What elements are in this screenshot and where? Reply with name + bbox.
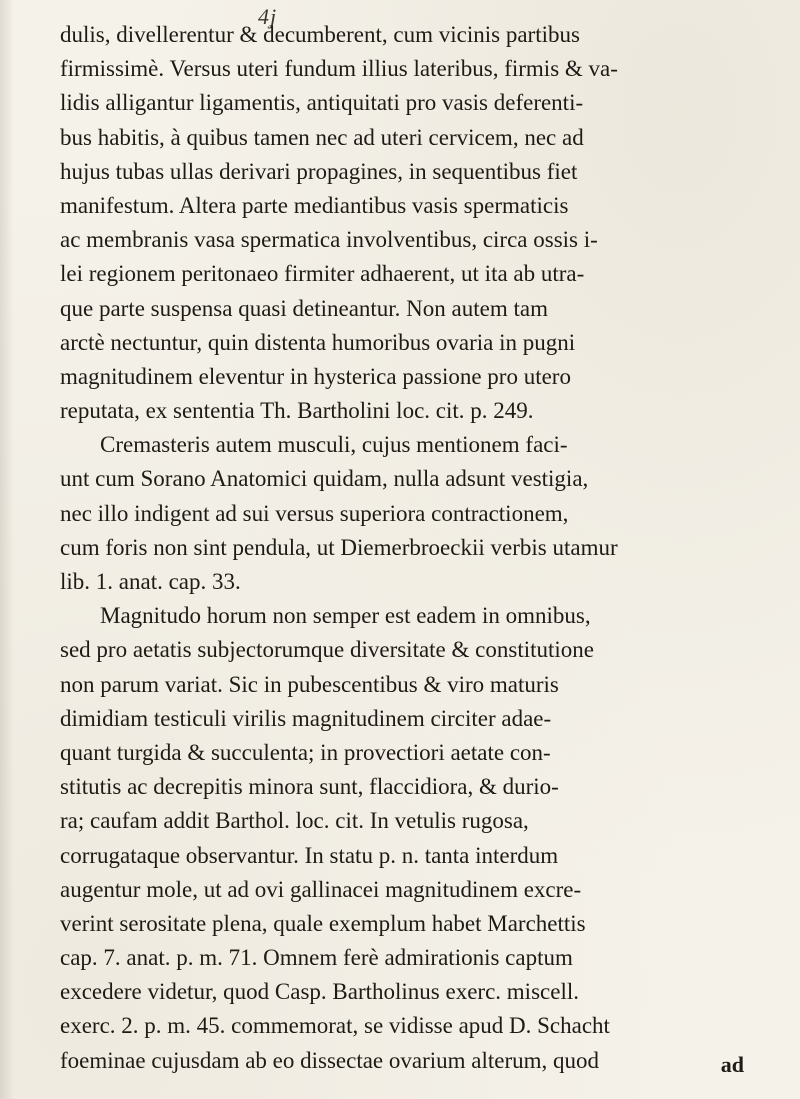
text-line: corrugataque observantur. In statu p. n. tanta interdum [60,842,559,868]
text-line: augentur mole, ut ad ovi gallinacei magnitudinem excre- [60,876,582,902]
text-line: sed pro aetatis subjectorumque diversitate & constitutione [60,637,594,663]
text-line: lidis alligantur ligamentis, antiquitati pro vasis deferenti- [60,90,584,116]
text-line: que parte suspensa quasi detineantur. Non autem tam [60,295,548,321]
text-line: ac membranis vasa spermatica involventibus, circa ossis i- [60,227,598,253]
text-line: exerc. 2. p. m. 45. commemorat, se vidisse apud D. Schacht [60,1013,610,1039]
text-line: cum foris non sint pendula, ut Diemerbroeckii verbis utamur [60,534,618,560]
text-line: dulis, divellerentur & decumberent, cum vicinis partibus [60,22,580,47]
text-line: unt cum Sorano Anatomici quidam, nulla adsunt vestigia, [60,466,589,492]
text-line: stitutis ac decrepitis minora sunt, flaccidiora, & durio- [60,774,559,800]
text-line: quant turgida & succulenta; in provectiori aetate con- [60,739,551,765]
body-text [60,18,772,1078]
page-header-mark: 4j [258,4,278,29]
text-line: Cremasteris autem musculi, cujus mentionem faci- [100,432,568,458]
catchword: ad [720,1052,744,1077]
text-line: dimidiam testiculi virilis magnitudinem circiter adae- [60,705,552,731]
text-line: reputata, ex sententia Th. Bartholini loc. cit. p. 249. [60,398,534,424]
text-line: non parum variat. Sic in pubescentibus & viro maturis [60,671,559,697]
text-line: excedere videtur, quod Casp. Bartholinus exerc. miscell. [60,979,579,1005]
text-line: lei regionem peritonaeo firmiter adhaerent, ut ita ab utra- [60,261,585,287]
text-line: Magnitudo horum non semper est eadem in omnibus, [100,603,591,629]
text-line: magnitudinem eleventur in hysterica passione pro utero [60,363,571,389]
text-line: nec illo indigent ad sui versus superiora contractionem, [60,500,569,526]
text-line: firmissimè. Versus uteri fundum illius lateribus, firmis & va- [60,56,618,82]
text-line: hujus tubas ullas derivari propagines, in sequentibus fiet [60,158,578,184]
text-line: foeminae cujusdam ab eo dissectae ovarium alterum, quod [60,1047,600,1073]
text-line: verint serositate plena, quale exemplum habet Marchettis [60,910,586,936]
text-line: manifestum. Altera parte mediantibus vasis spermaticis [60,192,569,218]
text-line: bus habitis, à quibus tamen nec ad uteri cervicem, nec ad [60,124,584,150]
binding-shadow [0,0,14,1099]
text-line: lib. 1. anat. cap. 33. [60,569,241,594]
text-line: arctè nectuntur, quin distenta humoribus ovaria in pugni [60,329,576,355]
text-line: ra; caufam addit Barthol. loc. cit. In vetulis rugosa, [60,808,529,834]
text-line: cap. 7. anat. p. m. 71. Omnem ferè admirationis captum [60,945,573,971]
